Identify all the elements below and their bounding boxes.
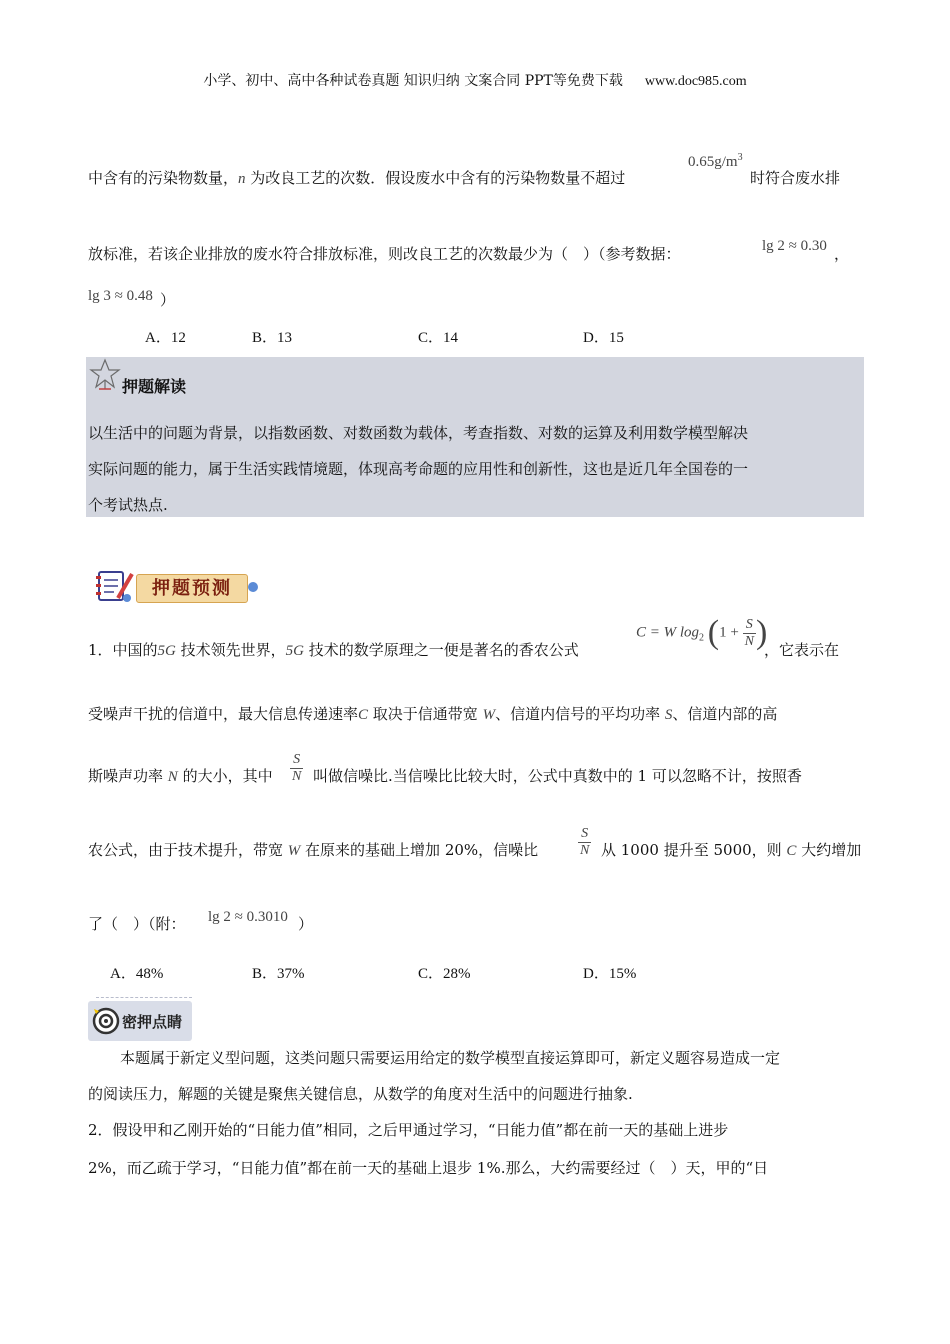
interpretation-line-2: 实际问题的能力，属于生活实践情境题，体现高考命题的应用性和创新性，这也是近几年全国卷的一	[88, 460, 749, 478]
key-point-badge: 密押点睛	[88, 1001, 192, 1041]
q1-line-5: 了（ ）（附：	[88, 915, 186, 933]
q2-line-1: 2．假设甲和乙刚开始的“日能力值”相同，之后甲通过学习，“日能力值”都在前一天的基础上进步	[88, 1121, 729, 1139]
q1-line-1: 1．中国的5G 技术领先世界，5G 技术的数学原理之一便是著名的香农公式	[88, 641, 579, 659]
prediction-badge: 押题预测	[136, 574, 248, 603]
header-text: 小学、初中、高中各种试卷真题 知识归纳 文案合同 PPT等免费下载	[203, 73, 623, 89]
q1-line-1-end: ，它表示在	[764, 641, 840, 659]
ref-lg2-math: lg 2 ≈ 0.30	[762, 238, 827, 254]
option-d[interactable]: D．15	[583, 330, 624, 346]
interpretation-title: 押题解读	[122, 377, 187, 396]
notebook-pencil-icon	[96, 568, 136, 604]
star-icon	[88, 357, 122, 391]
target-icon	[92, 1007, 120, 1035]
snr-fraction: $\frac{S}{N}$	[292, 752, 302, 784]
q1-option-d[interactable]: D．15%	[583, 966, 637, 982]
problem-line-1-end: 时符合废水排	[750, 169, 841, 187]
q1-line-4-end: 从 1000 提升至 5000，则 C 大约增加	[601, 841, 862, 859]
problem-line-2-end: ，	[834, 245, 850, 263]
header-site-link[interactable]: www.doc985.com	[644, 74, 747, 89]
q2-line-2: 2%，而乙疏于学习，“日能力值”都在前一天的基础上退步 1%.那么，大约需要经过（ ）天，甲的“日	[88, 1159, 769, 1177]
shannon-formula: C = W $\log_2 (1$ + $\frac{S}{N}$ )	[636, 614, 768, 651]
key-point-line-2: 的阅读压力，解题的关键是聚焦关键信息，从数学的角度对生活中的问题进行抽象.	[88, 1085, 633, 1103]
problem-line-2: 放标准，若该企业排放的废水符合排放标准，则改良工艺的次数最少为（ ）（参考数据：	[88, 245, 681, 263]
badge-divider	[96, 997, 192, 998]
badge-dot	[248, 582, 258, 592]
interpretation-line-3: 个考试热点.	[88, 496, 168, 514]
key-point-line-1: 本题属于新定义型问题，这类问题只需要运用给定的数学模型直接运算即可，新定义题容易造成一定	[120, 1049, 781, 1067]
option-c[interactable]: C．14	[418, 330, 459, 346]
q1-line-4: 农公式，由于技术提升，带宽 W 在原来的基础上增加 20%，信噪比	[88, 841, 539, 859]
pollution-limit-math: $0.65g/m^3$	[688, 152, 743, 170]
snr-fraction-2: $\frac{S}{N}$	[580, 826, 590, 858]
q1-option-b[interactable]: B．37%	[252, 966, 305, 982]
q1-line-2: 受噪声干扰的信道中，最大信息传递速率C 取决于信通带宽 W、信道内信号的平均功率 S、信道内部的高	[88, 705, 778, 723]
formula-fraction: $\frac{S}{N}$	[744, 616, 754, 649]
q1-line-5-end: ）	[298, 915, 314, 933]
q1-line-3-end: 叫做信噪比.当信噪比比较大时，公式中真数中的 1 可以忽略不计，按照香	[313, 767, 802, 785]
lg2-reference-math: lg 2 ≈ 0.3010	[208, 909, 288, 925]
q1-option-c[interactable]: C．28%	[418, 966, 471, 982]
option-a[interactable]: A．12	[145, 330, 186, 346]
ref-lg3-math: lg 3 ≈ 0.48	[88, 288, 153, 304]
page-header	[0, 70, 950, 90]
q1-line-3: 斯噪声功率 N 的大小，其中	[88, 767, 273, 785]
option-b[interactable]: B．13	[252, 330, 293, 346]
problem-line-3-end: ）	[160, 291, 176, 309]
interpretation-line-1: 以生活中的问题为背景，以指数函数、对数函数为载体，考查指数、对数的运算及利用数学模型解决	[88, 424, 749, 442]
q1-option-a[interactable]: A．48%	[110, 966, 164, 982]
problem-line-1: 中含有的污染物数量，n 为改良工艺的次数．假设废水中含有的污染物数量不超过	[88, 169, 626, 187]
